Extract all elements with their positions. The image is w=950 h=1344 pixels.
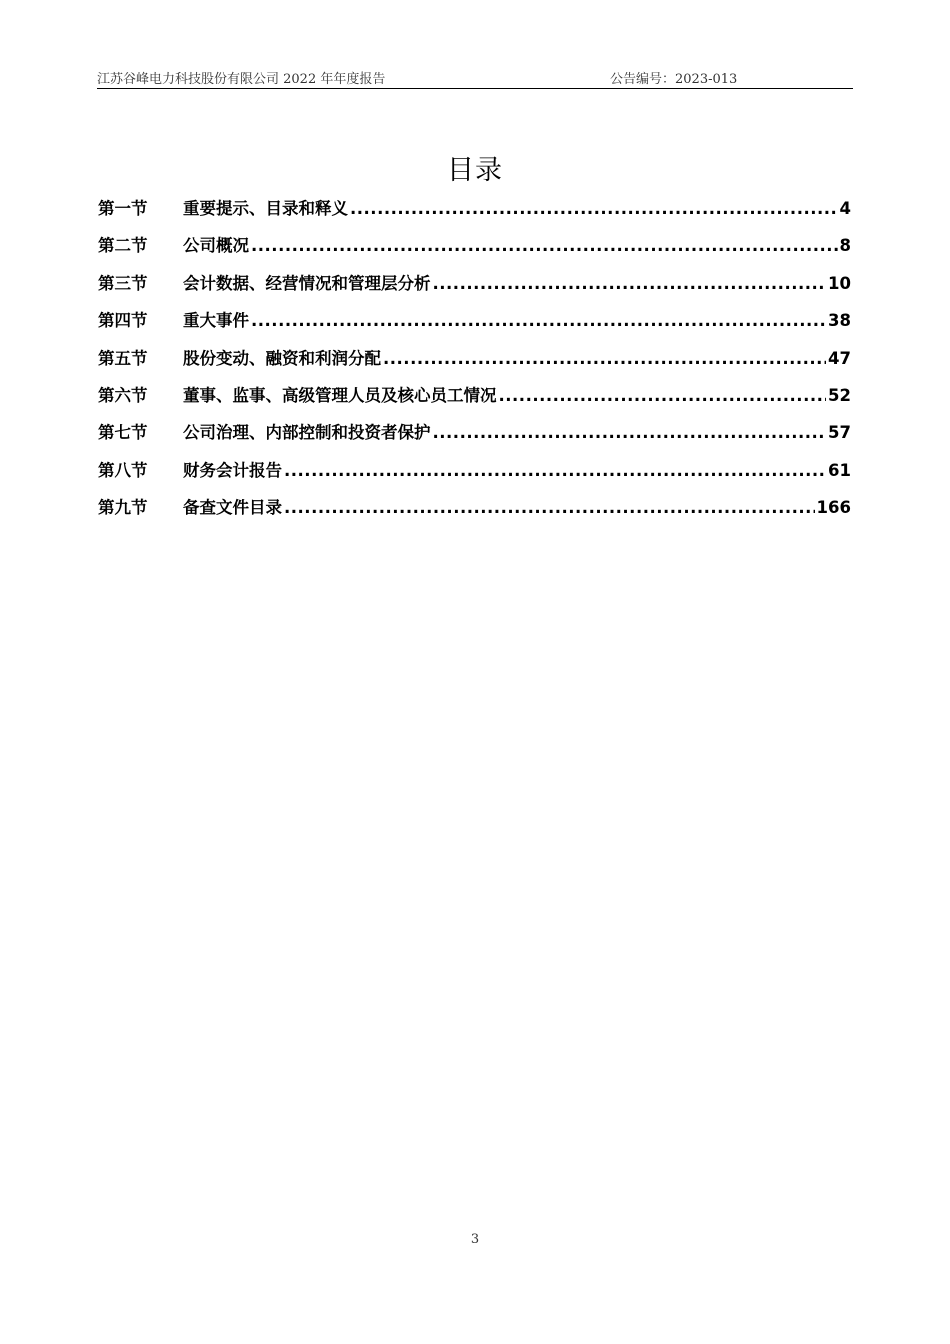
toc-entry-section: 第八节 — [98, 460, 148, 480]
toc-entry[interactable] — [98, 233, 851, 270]
toc-entry-leader — [350, 196, 838, 222]
toc-title: 目录 — [447, 155, 503, 186]
header-announcement-number: 公告编号：2023-013 — [610, 72, 738, 87]
toc-entry-section: 第二节 — [98, 236, 148, 256]
toc-entry-leader — [433, 420, 827, 446]
toc-entry-section: 第四节 — [98, 311, 148, 331]
toc-entry[interactable] — [98, 383, 851, 420]
toc-entry-page: 47 — [828, 348, 851, 368]
toc-entry[interactable] — [98, 196, 851, 233]
toc-entry-title: 股份变动、融资和利润分配 — [183, 348, 381, 368]
toc-entry-leader — [284, 458, 826, 484]
toc-entry-page: 8 — [839, 236, 851, 256]
toc-entry-page: 57 — [828, 423, 851, 443]
toc-entry[interactable] — [98, 308, 851, 345]
toc-entry-title: 重大事件 — [183, 311, 249, 331]
toc-entry[interactable] — [98, 420, 851, 457]
toc-entry-title: 公司概况 — [183, 236, 249, 256]
toc-entry-page: 38 — [828, 311, 851, 331]
toc-entry-page: 10 — [828, 273, 851, 293]
toc-entry[interactable] — [98, 346, 851, 383]
toc-entry[interactable] — [98, 458, 851, 495]
toc-entry-leader — [251, 233, 838, 259]
toc-entry-leader — [251, 308, 826, 334]
toc-entry-leader — [284, 495, 815, 521]
toc-entry-title: 会计数据、经营情况和管理层分析 — [183, 273, 431, 293]
toc-entry-section: 第五节 — [98, 348, 148, 368]
toc-entry-page: 166 — [816, 498, 851, 518]
page-number: 3 — [470, 1232, 480, 1247]
toc-entry-leader — [433, 271, 827, 297]
toc-entry-section: 第六节 — [98, 385, 148, 405]
toc-entry-section: 第七节 — [98, 423, 148, 443]
toc-entry-title: 董事、监事、高级管理人员及核心员工情况 — [183, 385, 497, 405]
toc-entry-section: 第九节 — [98, 498, 148, 518]
table-of-contents — [98, 196, 851, 533]
header-report-title: 江苏谷峰电力科技股份有限公司 2022 年年度报告 — [97, 72, 386, 87]
toc-entry-section: 第一节 — [98, 199, 148, 218]
toc-entry-leader — [499, 383, 827, 409]
toc-entry-section: 第三节 — [98, 273, 148, 293]
toc-entry-title: 财务会计报告 — [183, 460, 282, 480]
toc-entry-title: 重要提示、目录和释义 — [183, 199, 348, 218]
toc-entry-page: 61 — [828, 460, 851, 480]
toc-entry[interactable] — [98, 495, 851, 532]
toc-entry-title: 公司治理、内部控制和投资者保护 — [183, 423, 431, 443]
toc-entry-page: 4 — [839, 199, 851, 218]
toc-entry-leader — [383, 346, 826, 372]
toc-entry-page: 52 — [828, 385, 851, 405]
page-header — [97, 66, 853, 89]
toc-entry-title: 备查文件目录 — [183, 498, 282, 518]
toc-entry[interactable] — [98, 271, 851, 308]
